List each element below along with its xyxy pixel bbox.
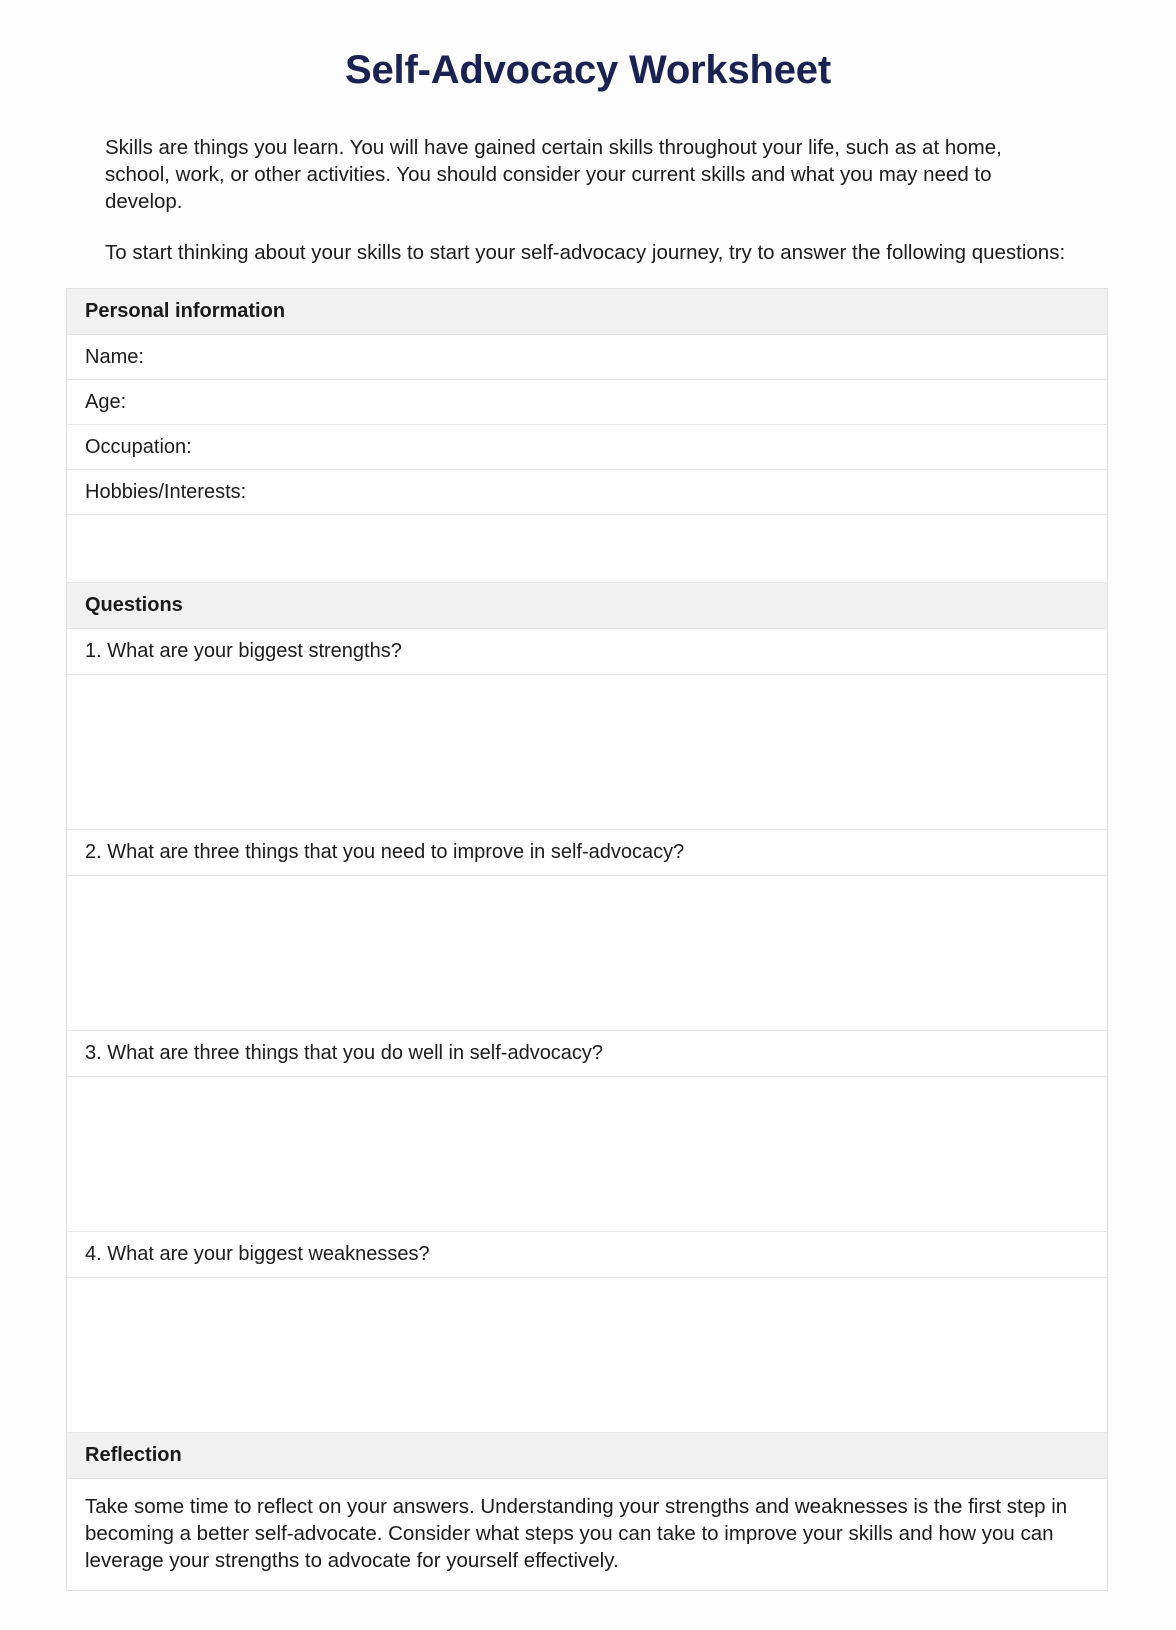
question-label-4: 4. What are your biggest weaknesses? [85,1243,430,1265]
question-row-3 [67,1031,1107,1077]
field-row-occupation[interactable] [67,425,1107,470]
section-header-reflection [67,1433,1107,1479]
answer-area-question-1[interactable] [67,675,1107,830]
page-title: Self-Advocacy Worksheet [345,48,831,92]
field-label-name: Name: [85,345,144,368]
question-row-2 [67,830,1107,876]
field-row-name[interactable] [67,335,1107,380]
question-row-1 [67,629,1107,675]
intro-block [105,134,1071,266]
answer-area-question-4[interactable] [67,1278,1107,1433]
answer-area-question-3[interactable] [67,1077,1107,1232]
field-row-age[interactable] [67,380,1107,425]
field-row-hobbies-interests[interactable] [67,470,1107,515]
section-label: Reflection [85,1444,182,1466]
field-label-age: Age: [85,390,127,413]
field-label-hobbies-interests: Hobbies/Interests: [85,480,247,503]
section-header-questions [67,583,1107,629]
question-label-2: 2. What are three things that you need to improve in self-advocacy? [85,841,685,863]
question-row-4 [67,1232,1107,1278]
worksheet-table [66,288,1108,1591]
section-label: Questions [85,594,183,616]
intro-paragraph-1: Skills are things you learn. You will have gained certain skills throughout your life, such as at home, school, work, or other activities. You should consider your current skills and what you may need to develop. [105,136,1002,214]
question-label-1: 1. What are your biggest strengths? [85,640,402,662]
section-label: Personal information [85,300,286,322]
section-header-personal-information [67,289,1107,335]
reflection-body-row [67,1479,1107,1591]
question-label-3: 3. What are three things that you do well in self-advocacy? [85,1042,604,1064]
field-label-occupation: Occupation: [85,435,192,458]
intro-paragraph-2: To start thinking about your skills to start your self-advocacy journey, try to answer the following questions: [105,241,1066,265]
reflection-text: Take some time to reflect on your answers. Understanding your strengths and weaknesses is the first step in becoming a better self-advocate. Consider what steps you can take to improve your skills and how you can leverage your strengths to advocate for yourself effectively. [85,1495,1068,1573]
answer-area-question-2[interactable] [67,876,1107,1031]
answer-area-personal-information[interactable] [67,515,1107,583]
